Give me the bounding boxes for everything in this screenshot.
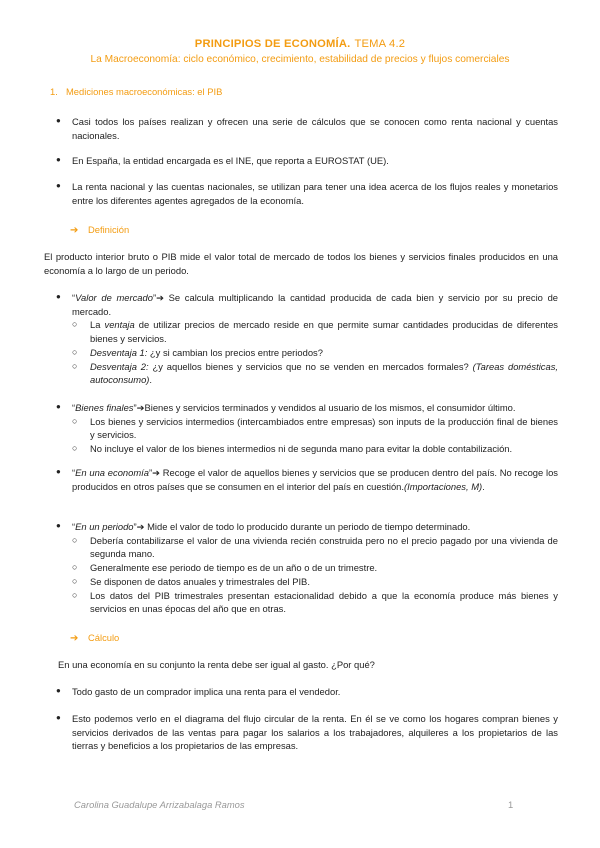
definicion-label: Definición [88, 224, 130, 235]
circle-bullet-icon: ○ [72, 534, 78, 545]
definicion-heading [70, 223, 129, 239]
circle-bullet-icon: ○ [72, 575, 78, 586]
definicion-paragraph: El producto interior bruto o PIB mide el valor total de mercado de todos los bienes y servicios finales producidos en una economía a lo largo de un periodo. [44, 251, 558, 276]
bullet-text: Esto podemos verlo en el diagrama del flujo circular de la renta. En él se ve como los hogares compran bienes y servicios derivados de las ventas para pagar los salarios a los trabajadores, alquileres a los propietarios de las tierras y beneficios a los propietarios de las empresas. [72, 713, 558, 752]
term-en-una-economia [56, 466, 558, 493]
page-number: 1 [508, 799, 514, 810]
term-text: Se calcula multiplicando la cantidad producida de cada bien y servicio por su precio de mercado. [72, 292, 558, 317]
arrow-icon: ➔ [70, 225, 79, 236]
calculo-bullet-2 [56, 712, 558, 753]
quote-open: “ [72, 292, 76, 303]
calculo-label: Cálculo [88, 632, 120, 643]
quote-close: ” [152, 292, 157, 303]
bullet-text: En España, la entidad encargada es el INE, que reporta a EUROSTAT (UE). [72, 155, 389, 166]
sublist [72, 318, 558, 387]
circle-bullet-icon: ○ [72, 415, 78, 426]
section-heading [50, 85, 222, 99]
arrow-icon: ➔ [136, 521, 145, 532]
sub-text: Debería contabilizarse el valor de una vivienda recién construida pero no el precio pagado por una vivienda de segunda mano. [90, 534, 558, 560]
sub-emphasis: (Tareas domésticas, autoconsumo) [90, 360, 558, 386]
calculo-heading [70, 631, 119, 647]
footer-author: Carolina Guadalupe Arrizabalaga Ramos [74, 799, 245, 810]
term-label: Bienes finales [75, 402, 134, 413]
quote-open: “ [72, 467, 76, 478]
quote-close: ” [133, 521, 137, 532]
term-label: Valor de mercado [75, 292, 153, 303]
term-text: . [482, 480, 485, 492]
sub-text: No incluye el valor de los bienes intermedios ni de segunda mano para evitar la doble contabilización. [90, 443, 513, 455]
calculo-bullet-1 [56, 685, 558, 699]
circle-bullet-icon: ○ [72, 360, 78, 371]
sub-text: Los datos del PIB trimestrales presentan estacionalidad debido a que la economía produce más bienes y servicios en unas épocas del año que en otras. [90, 589, 558, 615]
bullet-icon: ● [56, 467, 61, 476]
intro-bullet-2 [56, 154, 558, 168]
term-en-un-periodo [56, 520, 558, 616]
term-text: Mide el valor de todo lo producido durante un periodo de tiempo determinado. [147, 521, 471, 532]
bullet-icon: ● [56, 116, 61, 125]
quote-close: ” [148, 467, 153, 478]
bullet-icon: ● [56, 155, 61, 164]
calculo-question: En una economía en su conjunto la renta debe ser igual al gasto. ¿Por qué? [58, 659, 375, 670]
bullet-text: Todo gasto de un comprador implica una renta para el vendedor. [72, 686, 341, 697]
bullet-icon: ● [56, 521, 61, 530]
term-valor-mercado [56, 291, 558, 387]
arrow-icon: ➔ [136, 402, 145, 413]
bullet-icon: ● [56, 402, 61, 411]
section-number: 1. [50, 86, 58, 97]
sublist [72, 415, 558, 456]
sub-emphasis: Desventaja 1: [90, 346, 148, 358]
sublist [72, 534, 558, 616]
term-label: En una economía [75, 467, 149, 478]
bullet-icon: ● [56, 292, 61, 301]
quote-open: “ [72, 402, 76, 413]
sub-text: Se disponen de datos anuales y trimestrales del PIB. [90, 575, 310, 587]
circle-bullet-icon: ○ [72, 589, 78, 600]
circle-bullet-icon: ○ [72, 562, 78, 573]
circle-bullet-icon: ○ [72, 443, 78, 454]
sub-emphasis: ventaja [104, 319, 135, 331]
bullet-text: La renta nacional y las cuentas nacionales, se utilizan para tener una idea acerca de los flujos reales y monetarios entre los diferentes agentes agregados de la economía. [72, 181, 558, 206]
intro-bullet-3 [56, 180, 558, 207]
bullet-icon: ● [56, 181, 61, 190]
circle-bullet-icon: ○ [72, 319, 78, 330]
sub-text: La [90, 319, 105, 331]
sub-text: . [149, 374, 153, 386]
title-text: PRINCIPIOS DE ECONOMÍA. [194, 38, 351, 50]
sub-text: Generalmente ese periodo de tiempo es de un año o de un trimestre. [90, 562, 378, 574]
document-subtitle: La Macroeconomía: ciclo económico, crecimiento, estabilidad de precios y flujos comerciales [90, 54, 510, 65]
tema-label: TEMA 4.2 [354, 38, 406, 50]
term-label: En un periodo [75, 521, 134, 532]
arrow-icon: ➔ [152, 467, 160, 478]
arrow-icon: ➔ [70, 633, 79, 644]
bullet-icon: ● [56, 713, 61, 722]
term-emphasis: (Importaciones, M) [403, 480, 483, 492]
circle-bullet-icon: ○ [72, 346, 78, 357]
sub-text: de utilizar precios de mercado reside en que permite sumar cantidades producidas de diferentes bienes y servicios. [90, 319, 558, 345]
arrow-icon: ➔ [156, 292, 164, 303]
term-bienes-finales [56, 401, 558, 456]
sub-text: ¿y si cambian los precios entre periodos? [147, 346, 323, 358]
section-title: Mediciones macroeconómicas: el PIB [66, 86, 223, 97]
sub-text: ¿y aquellos bienes y servicios que no se venden en mercados formales? [148, 360, 473, 372]
quote-open: “ [72, 521, 76, 532]
bullet-text: Casi todos los países realizan y ofrecen una serie de cálculos que se conocen como renta nacional y cuentas nacionales. [72, 116, 558, 141]
quote-close: ” [133, 402, 137, 413]
sub-text: Los bienes y servicios intermedios (intercambiados entre empresas) son inputs de la producción final de bienes y servicios. [90, 415, 558, 441]
term-text: Bienes y servicios terminados y vendidos al usuario de los mismos, el consumidor último. [144, 402, 516, 413]
term-text: Recoge el valor de aquellos bienes y servicios que se producen dentro del país. No recoge los producidos en otros países que se consumen en el interior del país en cuestión. [72, 467, 558, 492]
bullet-icon: ● [56, 686, 61, 695]
document-title [0, 36, 600, 52]
sub-emphasis: Desventaja 2: [90, 360, 149, 372]
intro-bullet-1 [56, 115, 558, 142]
